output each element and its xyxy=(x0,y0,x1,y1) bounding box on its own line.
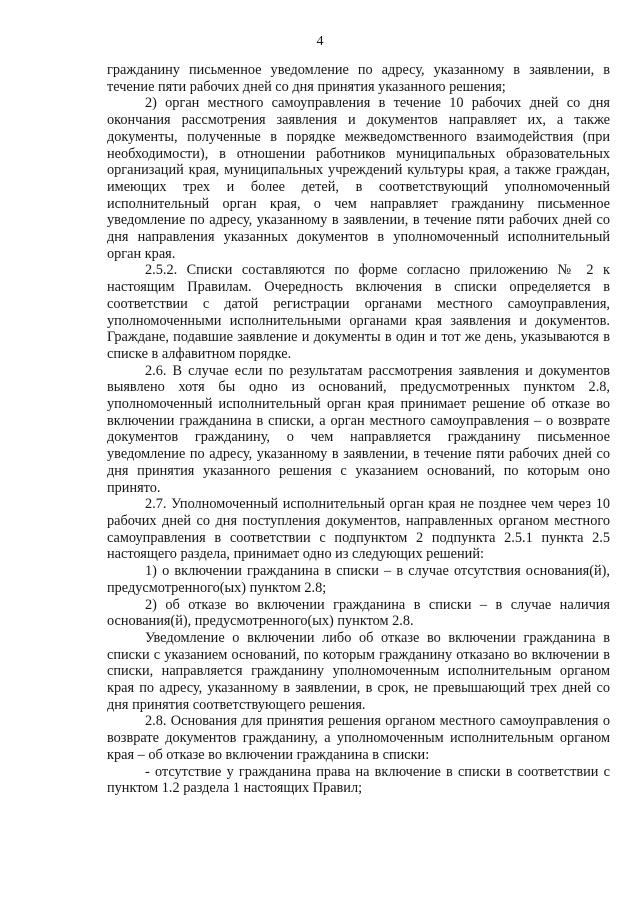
document-body xyxy=(107,62,610,797)
paragraph-2-7: 2.7. Уполномоченный исполнительный орган края не позднее чем через 10 рабочих дней со дня поступления документов, направленных органом местного самоуправления в соответствии с подпунктом 2 подпункта 2.5.1 пункта 2.5 настоящего раздела, принимает одно из следующих решений: xyxy=(107,496,610,563)
paragraph-2-8-item-1: - отсутствие у гражданина права на включение в списки в соответствии с пунктом 1.2 раздела 1 настоящих Правил; xyxy=(107,763,610,797)
paragraph-2-7-item-1: 1) о включении гражданина в списки – в случае отсутствия основания(й), предусмотренного(ых) пунктом 2.8; xyxy=(107,563,610,596)
paragraph-notification: Уведомление о включении либо об отказе во включении гражданина в списки с указанием оснований, по которым гражданину отказано во включении в списки, направляется гражданину уполномоченным исполнительным органом края по адресу, указанному в заявлении, в срок, не превышающий трех дней со дня принятия соответствующего решения. xyxy=(107,629,610,713)
paragraph-2-7-item-2: 2) об отказе во включении гражданина в списки – в случае наличия основания(й), предусмотренного(ых) пунктом 2.8. xyxy=(107,596,610,630)
paragraph-subitem-2: 2) орган местного самоуправления в течение 10 рабочих дней со дня окончания рассмотрения заявления и документов направляет их, а также документы, полученные в порядке межведомственного взаимодействия (при необходимости), в отношении работников муниципальных образовательных организаций края, муниципальных учреждений культуры края, а также граждан, имеющих трех и более детей, в соответствующий уполномоченный исполнительный орган края, о чем направляет гражданину письменное уведомление по адресу, указанному в заявлении, в течение пяти рабочих дней со дня направления указанных документов в уполномоченный исполнительный орган края. xyxy=(107,95,610,262)
page-number: 4 xyxy=(316,34,324,49)
paragraph-2-8: 2.8. Основания для принятия решения органом местного самоуправления о возврате документов гражданину, а уполномоченным исполнительным органом края – об отказе во включении гражданина в списки: xyxy=(107,713,610,763)
paragraph-2-5-2: 2.5.2. Списки составляются по форме согласно приложению № 2 к настоящим Правилам. Очередность включения в списки определяется в соответствии с датой регистрации органами местного самоуправления, уполномоченными исполнительными органами края заявления и документов. Граждане, подавшие заявление и документы в один и тот же день, указываются в списке в алфавитном порядке. xyxy=(107,262,610,362)
paragraph-continuation: гражданину письменное уведомление по адресу, указанному в заявлении, в течение пяти рабочих дней со дня принятия указанного решения; xyxy=(107,62,610,95)
paragraph-2-6: 2.6. В случае если по результатам рассмотрения заявления и документов выявлено хотя бы одно из оснований, предусмотренных пунктом 2.8, уполномоченный исполнительный орган края принимает решение об отказе во включении гражданина в списки, а орган местного самоуправления – о возврате документов гражданину, о чем направляется гражданину письменное уведомление по адресу, указанному в заявлении, в течение пяти рабочих дней со дня принятия указанного решения с указанием оснований, по которым оно принято. xyxy=(107,362,610,496)
